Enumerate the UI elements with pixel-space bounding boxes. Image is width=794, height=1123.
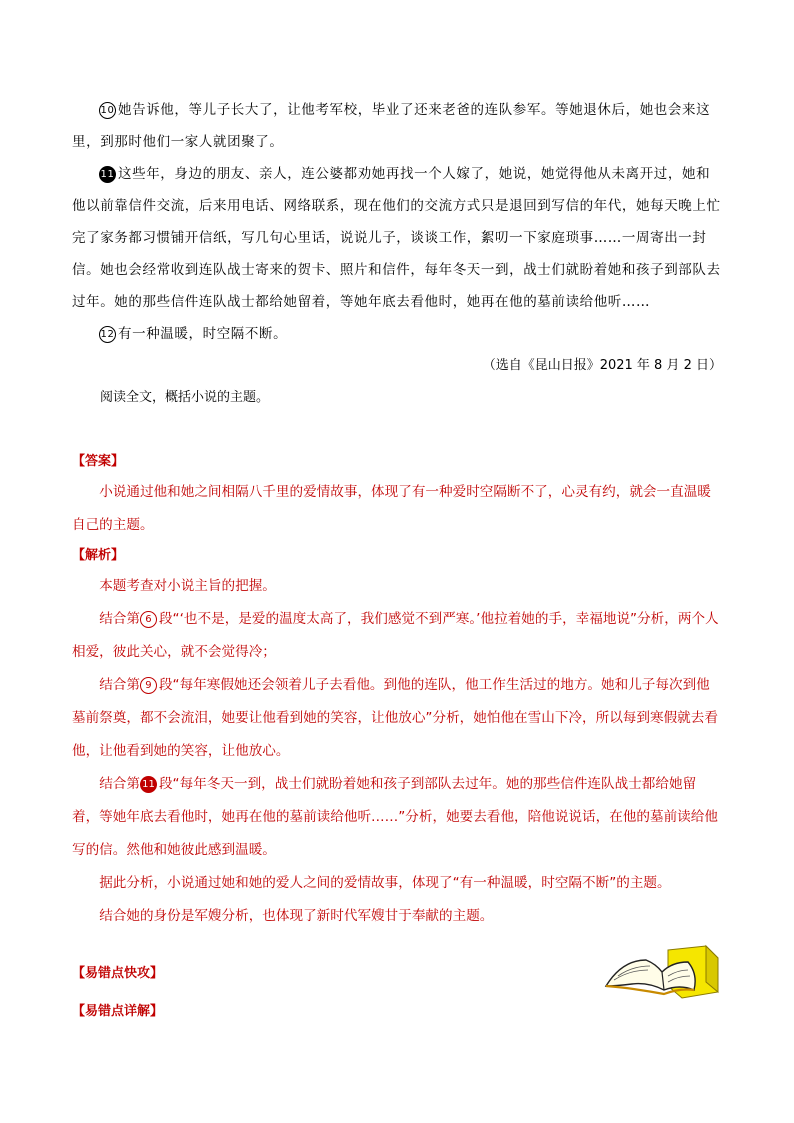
- paragraph-number-11: 11: [99, 166, 116, 183]
- analysis-line-6: 结合她的身份是军嫂分析，也体现了新时代军嫂甘于奉献的主题。: [99, 908, 494, 924]
- analysis-line-4: 结合第 11 段“每年冬天一到，战士们就盼着她和孩子到部队去过年。她的那些信件连队战士都给她留着，等她年底去看他时，她再在他的墓前读给他听……”分析，她要去看他，陪他说说话，在他的墓前读给他写的信。然他和她彼此感到温暖。: [72, 776, 718, 858]
- story-paragraph-12: [72, 318, 722, 350]
- paragraph-11-text: 这些年，身边的朋友、亲人，连公婆都劝她再找一个人嫁了，她说，她觉得他从未离开过，她和他以前靠信件交流，后来用电话、网络联系，现在他们的交流方式只是退回到写信的年代，她每天晚上忙完了家务都习惯铺开信纸，写几句心里话，说说儿子，谈谈工作，絮叨一下家庭琐事……一周寄出一封信。她也会经常收到连队战士寄来的贺卡、照片和信件，每年冬天一到，战士们就盼着她和孩子到部队去过年。她的那些信件连队战士都给她留着，等她年底去看他时，她再在他的墓前读给他听……: [72, 166, 721, 310]
- analysis-body: [72, 570, 722, 933]
- analysis-line-2: 结合第 6 段“‘也不是，是爱的温度太高了，我们感觉不到严寒。’他拉着她的手，幸福地说”分析，两个人相爱，彼此关心，就不会觉得冷；: [72, 611, 719, 660]
- paragraph-number-10: 10: [99, 102, 116, 119]
- story-paragraph-10: [72, 94, 722, 158]
- story-paragraph-11: [72, 158, 722, 318]
- detail-tips-label: 【易错点详解】: [72, 1004, 164, 1019]
- analysis-paragraph-number-6: 6: [140, 611, 157, 628]
- paragraph-12-text: 有一种温暖，时空隔不断。: [118, 326, 288, 342]
- answer-text: 小说通过他和她之间相隔八千里的爱情故事，体现了有一种爱时空隔断不了，心灵有约，就会一直温暖自己的主题。: [72, 484, 711, 533]
- analysis-paragraph-number-11: 11: [140, 776, 157, 793]
- analysis-label: 【解析】: [72, 548, 125, 563]
- paragraph-10-text: 她告诉他，等儿子长大了，让他考军校，毕业了还来老爸的连队参军。等她退休后，她也会来这里，到那时他们一家人就团聚了。: [72, 102, 711, 150]
- quick-tips-label: 【易错点快攻】: [72, 966, 164, 981]
- analysis-line-5: 据此分析，小说通过她和她的爱人之间的爱情故事，体现了“有一种温暖，时空隔不断”的主题。: [99, 875, 671, 891]
- story-excerpt: [72, 94, 722, 350]
- source-citation: （选自《昆山日报》2021 年 8 月 2 日）: [482, 358, 722, 373]
- analysis-line-1: 本题考查对小说主旨的把握。: [99, 578, 276, 594]
- open-book-icon: [602, 942, 722, 1002]
- paragraph-number-12: 12: [99, 326, 116, 343]
- answer-body: [72, 476, 722, 542]
- answer-label: 【答案】: [72, 454, 125, 469]
- analysis-paragraph-number-9: 9: [140, 677, 157, 694]
- question-text: 阅读全文，概括小说的主题。: [100, 390, 270, 405]
- analysis-line-3: 结合第 9 段“每年寒假她还会领着儿子去看他。到他的连队，他工作生活过的地方。她和儿子每次到他墓前祭奠，都不会流泪，她要让他看到她的笑容，让他放心”分析，她怕他在雪山下冷，所以每到寒假就去看他，让他看到她的笑容，让他放心。: [72, 677, 718, 759]
